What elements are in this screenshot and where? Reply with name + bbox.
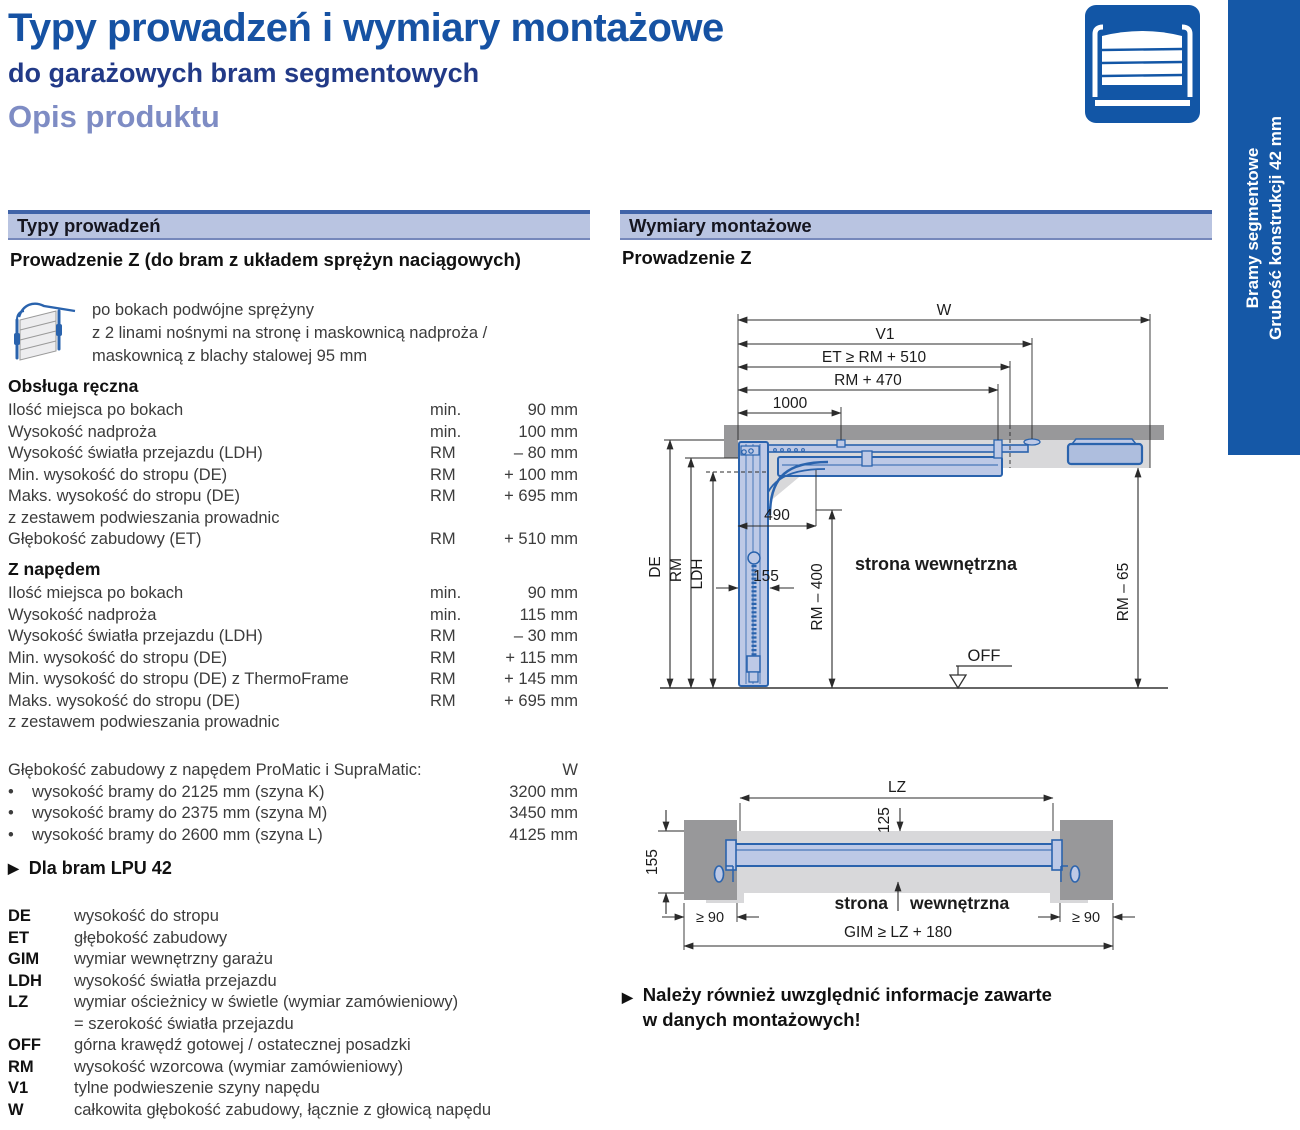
- label-ge90-right: ≥ 90: [1071, 910, 1101, 926]
- note-line2: w danych montażowych!: [642, 1009, 861, 1030]
- legend-abbr: W: [8, 1100, 24, 1119]
- suspension-strap: [862, 451, 872, 466]
- row-qual: RM: [430, 648, 456, 667]
- table-row: [8, 626, 578, 648]
- row-qual: RM: [430, 487, 456, 505]
- bullet: •: [8, 804, 14, 822]
- row-label: Wysokość nadproża: [8, 605, 157, 624]
- mounting-note: [622, 982, 1182, 1032]
- legend-abbr: RM: [8, 1057, 34, 1076]
- diagram-side-section: [620, 300, 1210, 720]
- legend-text: wysokość światła przejazdu: [74, 971, 277, 990]
- label-155: 155: [753, 568, 779, 585]
- legend-text: całkowita głębokość zabudowy, łącznie z głowicą napędu: [74, 1100, 492, 1119]
- lintel: [724, 440, 738, 458]
- off-datum-icon: [950, 675, 966, 688]
- legend-text: tylne podwieszenie szyny napędu: [74, 1079, 320, 1097]
- table-row: [8, 465, 578, 487]
- row-value: + 145 mm: [504, 670, 578, 688]
- row-value: 90 mm: [527, 584, 578, 602]
- row-label: Wysokość światła przejazdu (LDH): [8, 627, 263, 645]
- row-label: Min. wysokość do stropu (DE): [8, 465, 228, 484]
- depth-heading: Głębokość zabudowy z napędem ProMatic i SupraMatic:: [8, 761, 422, 779]
- spring-pulley: [748, 552, 760, 564]
- legend-abbr: GIM: [8, 950, 40, 968]
- bottom-bracket: [747, 656, 760, 672]
- row-value: 3450 mm: [509, 804, 578, 822]
- row-label: Ilość miejsca po bokach: [8, 584, 184, 602]
- sectional-door-icon: [1085, 5, 1200, 123]
- label-DE: DE: [647, 556, 664, 578]
- row-value: 100 mm: [518, 422, 578, 441]
- label-RM470: RM + 470: [834, 372, 902, 389]
- table-row: [8, 422, 578, 444]
- row-qual: min.: [430, 605, 462, 624]
- row-label: Maks. wysokość do stropu (DE): [8, 487, 240, 505]
- side-tab-line2: Grubość konstrukcji 42 mm: [1266, 115, 1285, 340]
- label-OFF: OFF: [967, 647, 1001, 665]
- row-label: Maks. wysokość do stropu (DE): [8, 691, 240, 710]
- row-qual: RM: [430, 530, 456, 548]
- list-item: [8, 782, 578, 804]
- row-value: 3200 mm: [509, 782, 578, 801]
- row-label: wysokość bramy do 2375 mm (szyna M): [32, 804, 328, 822]
- roller-left: [715, 866, 724, 882]
- legend-text: wymiar wewnętrzny garażu: [74, 950, 273, 968]
- intro-paragraph: [92, 299, 487, 368]
- depth-heading-row: [8, 760, 578, 782]
- row-label: Głębokość zabudowy (ET): [8, 530, 202, 548]
- rear-suspension-clamp: [1024, 439, 1040, 445]
- right-section-bar: [620, 210, 1212, 240]
- row-label: Min. wysokość do stropu (DE): [8, 648, 228, 667]
- label-LZ: LZ: [887, 779, 907, 796]
- boom-hanger: [994, 440, 1002, 458]
- legend-text: wymiar ościeżnicy w świetle (wymiar zamówieniowy): [74, 993, 459, 1011]
- row-label: z zestawem podwieszania prowadnic: [8, 713, 280, 731]
- label-wewnetrzna: wewnętrzna: [910, 893, 1010, 913]
- label-LDH: LDH: [689, 558, 706, 590]
- table-row: [8, 486, 578, 508]
- roller-right: [1071, 866, 1080, 882]
- table-row: [8, 648, 578, 670]
- row-value: [486, 712, 578, 734]
- table-row: [8, 583, 578, 605]
- row-label: Ilość miejsca po bokach: [8, 401, 184, 419]
- row-qual: min.: [430, 422, 462, 441]
- diagram-plan-section: [620, 770, 1210, 955]
- lpu-note-text: Dla bram LPU 42: [28, 858, 172, 878]
- legend-row: [8, 992, 578, 1014]
- table-row: [8, 508, 578, 530]
- label-W: W: [936, 302, 952, 319]
- legend-text: wysokość wzorcowa (wymiar zamówieniowy): [74, 1057, 404, 1076]
- legend-text: górna krawędź gotowej / ostatecznej posadzki: [74, 1036, 411, 1054]
- legend-abbr: V1: [8, 1079, 29, 1097]
- depth-col-header: W: [562, 761, 578, 779]
- row-value: + 115 mm: [505, 648, 578, 667]
- legend-text: wysokość do stropu: [74, 907, 219, 925]
- row-label: Wysokość nadproża: [8, 422, 157, 441]
- ceiling: [724, 425, 1164, 440]
- page-subtitle: do garażowych bram segmentowych: [8, 58, 480, 88]
- depth-section: [8, 760, 578, 846]
- side-tab-line1: Bramy segmentowe: [1243, 147, 1262, 308]
- label-RM: RM: [668, 557, 685, 583]
- manual-section: [8, 376, 578, 551]
- row-label: wysokość bramy do 2600 mm (szyna L): [32, 825, 323, 844]
- legend-row: [8, 1035, 578, 1057]
- row-qual: RM: [430, 444, 456, 462]
- label-125: 125: [876, 807, 893, 833]
- table-row: [8, 712, 578, 734]
- label-ET: ET ≥ RM + 510: [821, 349, 927, 366]
- door-panel: [732, 844, 1056, 866]
- label-1000: 1000: [772, 395, 808, 412]
- label-490: 490: [764, 507, 790, 524]
- label-V1: V1: [875, 326, 895, 343]
- operator-section: [8, 559, 578, 734]
- row-label: wysokość bramy do 2125 mm (szyna K): [32, 782, 325, 801]
- label-155: 155: [644, 849, 661, 875]
- table-row: [8, 669, 578, 691]
- table-row: [8, 443, 578, 465]
- row-value: 115 mm: [519, 605, 578, 624]
- row-value: 4125 mm: [509, 825, 578, 844]
- row-label: Wysokość światła przejazdu (LDH): [8, 444, 263, 462]
- left-section-bar-title: Typy prowadzeń: [17, 215, 161, 236]
- row-value: [486, 508, 578, 530]
- row-qual: [430, 712, 486, 734]
- row-value: – 80 mm: [513, 444, 578, 462]
- mounting-note-text: [643, 982, 1052, 1032]
- list-item: [8, 825, 578, 847]
- triangle-marker-icon: ▶: [8, 860, 19, 876]
- legend-row: [8, 928, 578, 950]
- intro-line2: z 2 linami nośnymi na stronę i maskownicą nadproża /: [92, 324, 488, 342]
- legend-abbr: LZ: [8, 993, 29, 1011]
- wall-right: [1060, 820, 1113, 900]
- row-value: + 695 mm: [504, 691, 578, 710]
- intro-line1: po bokach podwójne sprężyny: [92, 301, 314, 319]
- label-ge90-left: ≥ 90: [695, 910, 725, 926]
- bullet: •: [8, 825, 14, 844]
- operator-head: [1068, 444, 1142, 464]
- row-qual: RM: [430, 691, 456, 710]
- row-value: 90 mm: [527, 401, 578, 419]
- track-boom: [778, 457, 1002, 476]
- row-value: + 510 mm: [504, 530, 578, 548]
- label-inside: strona wewnętrzna: [854, 554, 1018, 574]
- section-title: Opis produktu: [8, 99, 220, 134]
- side-tab-text: [1241, 116, 1287, 340]
- label-RM400: RM – 400: [809, 563, 826, 631]
- manual-heading: Obsługa ręczna: [8, 376, 139, 396]
- row-qual: [430, 508, 486, 530]
- row-qual: min.: [430, 401, 462, 419]
- legend-row: [8, 971, 578, 993]
- table-row: [8, 605, 578, 627]
- legend-abbr: DE: [8, 907, 31, 925]
- triangle-marker-icon: ▶: [622, 989, 633, 1005]
- note-line1: Należy również uwzględnić informacje zawarte: [642, 984, 1052, 1005]
- legend-row: [8, 1014, 578, 1036]
- row-qual: RM: [430, 465, 456, 484]
- legend-text2: = szerokość światła przejazdu: [74, 1014, 294, 1033]
- legend-row: [8, 949, 578, 971]
- legend-text: głębokość zabudowy: [74, 928, 228, 947]
- legend-abbr: OFF: [8, 1036, 41, 1054]
- label-RM65: RM – 65: [1115, 562, 1132, 622]
- row-value: + 695 mm: [504, 487, 578, 505]
- label-strona: strona: [834, 893, 888, 913]
- row-value: – 30 mm: [513, 627, 578, 645]
- row-value: + 100 mm: [504, 465, 578, 484]
- left-section-bar: [8, 210, 590, 240]
- legend-row: [8, 1078, 578, 1100]
- table-row: [8, 400, 578, 422]
- legend-row: [8, 906, 578, 928]
- right-section-bar-title: Wymiary montażowe: [629, 215, 812, 236]
- table-row: [8, 691, 578, 713]
- list-item: [8, 803, 578, 825]
- intro-line3: maskownicą z blachy stalowej 95 mm: [92, 347, 368, 365]
- table-row: [8, 529, 578, 551]
- row-qual: RM: [430, 670, 456, 688]
- row-qual: RM: [430, 627, 456, 645]
- page-title: Typy prowadzeń i wymiary montażowe: [8, 6, 724, 50]
- frame-right: [1052, 840, 1062, 870]
- operator-heading: Z napędem: [8, 559, 101, 579]
- row-label: Min. wysokość do stropu (DE) z ThermoFrame: [8, 670, 349, 688]
- row-label: z zestawem podwieszania prowadnic: [8, 508, 280, 527]
- legend: [8, 906, 578, 1121]
- legend-row: [8, 1100, 578, 1122]
- bullet: •: [8, 782, 14, 801]
- legend-abbr: LDH: [8, 971, 42, 990]
- rail-hanger: [837, 440, 845, 447]
- row-qual: min.: [430, 584, 462, 602]
- left-subheading: Prowadzenie Z (do bram z układem sprężyn naciągowych): [10, 249, 521, 270]
- door-sketch-icon: [6, 296, 78, 368]
- right-subheading: Prowadzenie Z: [622, 247, 752, 268]
- lpu-note: [8, 858, 172, 879]
- label-GIM: GIM ≥ LZ + 180: [843, 924, 953, 941]
- legend-row: [8, 1057, 578, 1079]
- side-tab: [1228, 0, 1300, 455]
- legend-abbr: ET: [8, 928, 30, 947]
